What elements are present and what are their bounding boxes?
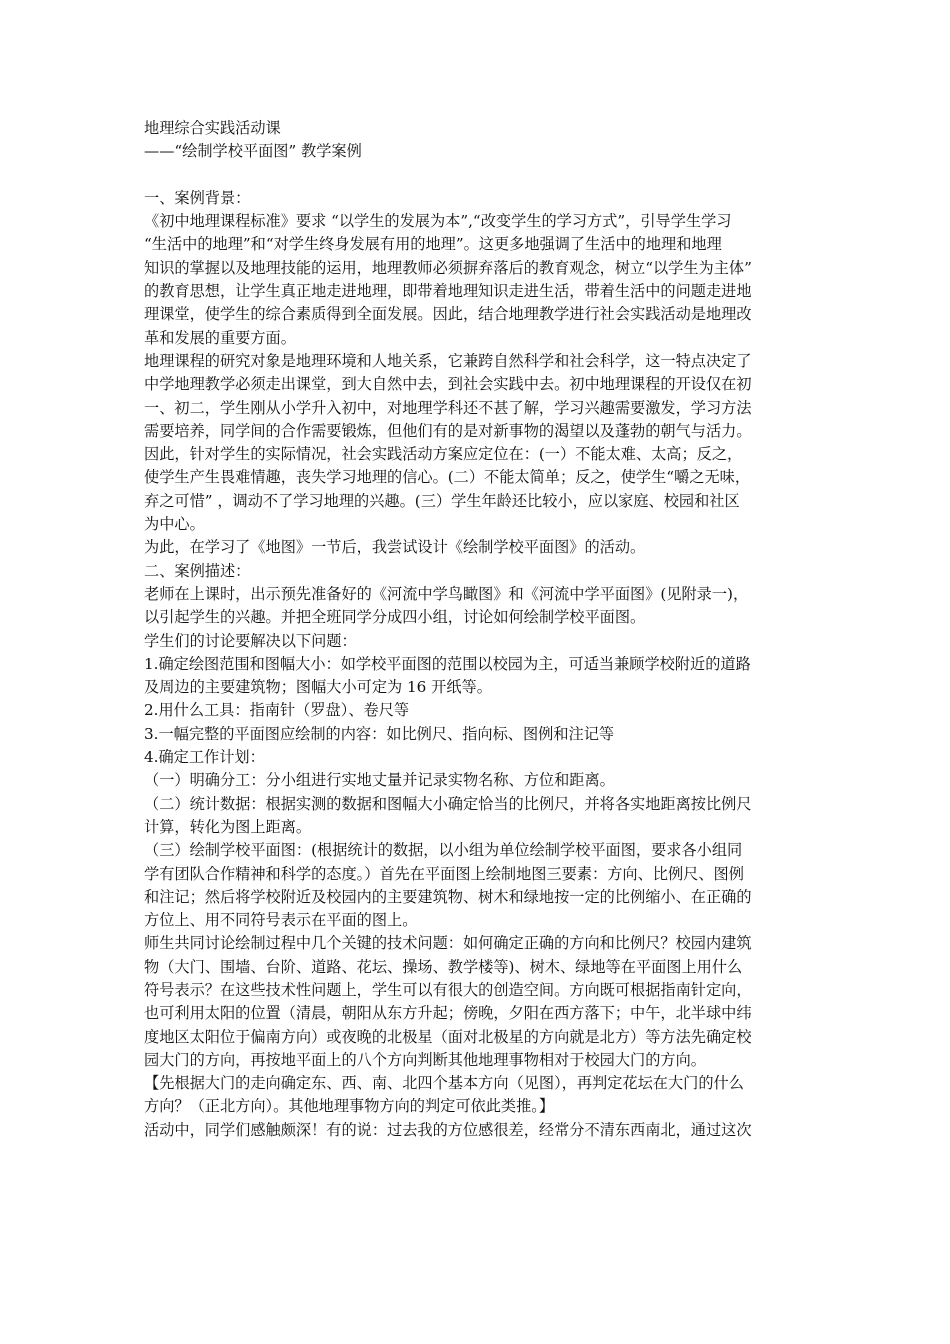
text-line: 以引起学生的兴趣。并把全班同学分成四小组，讨论如何绘制学校平面图。: [144, 608, 646, 627]
text-line: 【先根据大门的走向确定东、西、南、北四个基本方向（见图），再判定花坛在大门的什么: [144, 1074, 744, 1093]
text-line: （三）绘制学校平面图：(根据统计的数据，以小组为单位绘制学校平面图，要求各小组同: [144, 841, 743, 860]
text-line: 地理课程的研究对象是地理环境和人地关系，它兼跨自然科学和社会科学，这一特点决定了: [144, 351, 752, 370]
document-lines: [144, 187, 812, 1142]
text-line: 园大门的方向，再按地平面上的八个方向判断其他地理事物相对于校园大门的方向。: [144, 1050, 706, 1069]
text-line: 一、案例背景：: [144, 188, 251, 207]
text-line: 使学生产生畏难情趣，丧失学习地理的信心。(二）不能太简单；反之，使学生“嚼之无味，: [144, 468, 751, 487]
text-line: 计算，转化为图上距离。: [144, 817, 312, 836]
text-line: 度地区太阳位于偏南方向）或夜晚的北极星（面对北极星的方向就是北方）等方法先确定校: [144, 1027, 752, 1046]
text-line: 知识的掌握以及地理技能的运用，地理教师必须摒弃落后的教育观念，树立“以学生为主体”: [144, 258, 752, 277]
document-title: 地理综合实践活动课: [144, 119, 281, 137]
text-line: 二、案例描述：: [144, 561, 251, 580]
text-line: 活动中，同学们感触颇深！有的说：过去我的方位感很差，经常分不清东西南北，通过这次: [144, 1120, 752, 1139]
text-line: 学有团队合作精神和科学的态度。）首先在平面图上绘制地图三要素：方向、比例尺、图例: [144, 864, 744, 883]
text-line: 为此，在学习了《地图》一节后，我尝试设计《绘制学校平面图》的活动。: [144, 538, 646, 557]
text-line: 方向？（正北方向）。其他地理事物方向的判定可依此类推。】: [144, 1097, 555, 1116]
text-line: （一）明确分工：分小组进行实地丈量并记录实物名称、方位和距离。: [144, 771, 615, 790]
text-line: 理课堂，使学生的综合素质得到全面发展。因此，结合地理教学进行社会实践活动是地理改: [144, 305, 752, 324]
document-subtitle: ——“绘制学校平面图” 教学案例: [144, 142, 362, 161]
text-line: 也可利用太阳的位置（清晨，朝阳从东方升起；傍晚，夕阳在西方落下；中午，北半球中纬: [144, 1004, 752, 1023]
text-line: 因此，针对学生的实际情况，社会实践活动方案应定位在：(一）不能太难、太高；反之，: [144, 445, 743, 464]
text-line: 师生共同讨论绘制过程中几个关键的技术问题：如何确定正确的方向和比例尺？校园内建筑: [144, 934, 752, 953]
text-line: “生活中的地理”和“对学生终身发展有用的地理”。这更多地强调了生活中的地理和地理: [144, 235, 722, 254]
text-line: 符号表示？在这些技术性问题上，学生可以有很大的创造空间。方向既可根据指南针定向，: [144, 980, 752, 999]
text-line: 一、初二，学生刚从小学升入初中，对地理学科还不甚了解，学习兴趣需要激发，学习方法: [144, 398, 752, 417]
text-line: 革和发展的重要方面。: [144, 328, 296, 347]
text-line: 的教育思想，让学生真正地走进地理，即带着地理知识走进生活，带着生活中的问题走进地: [144, 282, 752, 301]
document-body: [144, 117, 812, 1142]
text-line: 物（大门、围墙、台阶、道路、花坛、操场、教学楼等)、树木、绿地等在平面图上用什么: [144, 957, 743, 976]
text-line: 2.用什么工具：指南针（罗盘）、卷尺等: [144, 701, 410, 720]
text-line: 1.确定绘图范围和图幅大小：如学校平面图的范围以校园为主，可适当兼顾学校附近的道路: [144, 654, 751, 673]
text-line: 3.一幅完整的平面图应绘制的内容：如比例尺、指向标、图例和注记等: [144, 724, 615, 743]
text-line: 弃之可惜” ，调动不了学习地理的兴趣。(三）学生年龄还比较小，应以家庭、校园和社区: [144, 491, 740, 510]
blank-line: [144, 164, 812, 187]
text-line: 中学地理教学必须走出课堂，到大自然中去，到社会实践中去。初中地理课程的开设仅在初: [144, 375, 752, 394]
text-line: 老师在上课时，出示预先准备好的《河流中学鸟瞰图》和《河流中学平面图》(见附录一)，: [144, 584, 749, 603]
text-line: 《初中地理课程标准》要求 “以学生的发展为本”,“改变学生的学习方式”，引导学生学习: [144, 212, 732, 231]
text-line: （二）统计数据：根据实测的数据和图幅大小确定恰当的比例尺，并将各实地距离按比例尺: [144, 794, 752, 813]
text-line: 学生们的讨论要解决以下问题：: [144, 631, 357, 650]
text-line: 方位上、用不同符号表示在平面的图上。: [144, 911, 418, 930]
text-line: 和注记；然后将学校附近及校园内的主要建筑物、树木和绿地按一定的比例缩小、在正确的: [144, 887, 752, 906]
text-line: 及周边的主要建筑物；图幅大小可定为 16 开纸等。: [144, 678, 492, 697]
text-line: 4.确定工作计划：: [144, 748, 265, 767]
text-line: 需要培养，同学间的合作需要锻炼，但他们有的是对新事物的渴望以及蓬勃的朝气与活力。: [144, 421, 752, 440]
text-line: 为中心。: [144, 515, 205, 534]
